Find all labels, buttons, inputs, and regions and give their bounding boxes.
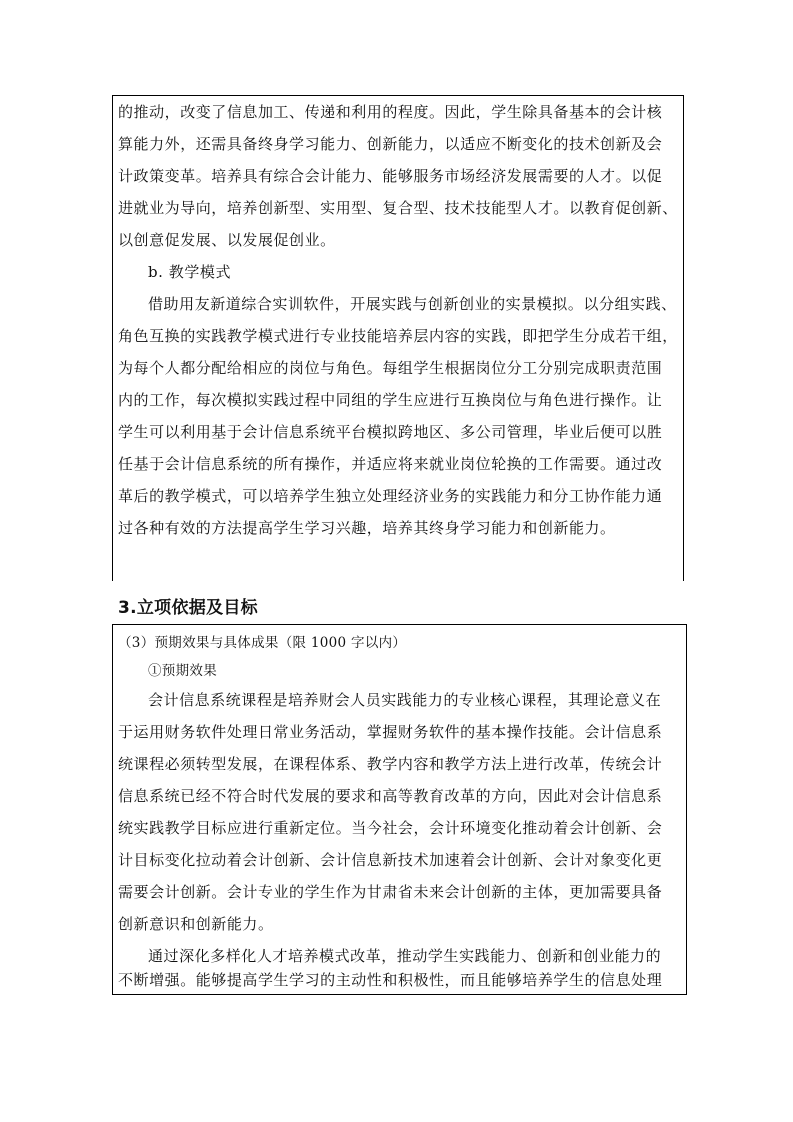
effect-text-line-5: 统实践教学目标应进行重新定位。当今社会，会计环境变化推动着会计创新、会 xyxy=(118,819,663,837)
effect-text-line-1: 会计信息系统课程是培养财会人员实践能力的专业核心课程，其理论意义在 xyxy=(148,691,662,709)
effect-text-line-4: 信息系统已经不符合时代发展的要求和高等教育改革的方向，因此对会计信息系 xyxy=(118,787,663,805)
top-text-line-4: 进就业为导向，培养创新型、实用型、复合型、技术技能型人才。以教育促创新、 xyxy=(118,199,678,217)
top-text-line-2: 算能力外，还需具备终身学习能力、创新能力，以适应不断变化的技术创新及会 xyxy=(118,135,663,153)
teaching-text-line-6: 任基于会计信息系统的所有操作，并适应将来就业岗位轮换的工作需要。通过改 xyxy=(118,455,663,473)
teaching-text-line-1: 借助用友新道综合实训软件，开展实践与创新创业的实景模拟。以分组实践、 xyxy=(148,295,677,313)
top-text-line-3: 计政策变革。培养具有综合会计能力、能够服务市场经济发展需要的人才。以促 xyxy=(118,167,663,185)
section-heading: 3.立项依据及目标 xyxy=(118,598,258,618)
effect-text-line-9: 通过深化多样化人才培养模式改革，推动学生实践能力、创新和创业能力的 xyxy=(148,947,662,965)
effect-text-line-6: 计目标变化拉动着会计创新、会计信息新技术加速着会计创新、会计对象变化更 xyxy=(118,851,663,869)
top-text-line-5: 以创意促发展、以发展促创业。 xyxy=(118,231,336,249)
effect-text-line-10: 不断增强。能够提高学生学习的主动性和积极性，而且能够培养学生的信息处理 xyxy=(118,971,663,989)
teaching-text-line-4: 内的工作，每次模拟实践过程中同组的学生应进行互换岗位与角色进行操作。让 xyxy=(118,391,663,409)
effect-text-line-3: 统课程必须转型发展，在课程体系、教学内容和教学方法上进行改革，传统会计 xyxy=(118,755,663,773)
teaching-text-line-5: 学生可以利用基于会计信息系统平台模拟跨地区、多公司管理，毕业后便可以胜 xyxy=(118,423,663,441)
effect-text-line-8: 创新意识和创新能力。 xyxy=(118,915,274,933)
teaching-text-line-7: 革后的教学模式，可以培养学生独立处理经济业务的实践能力和分工协作能力通 xyxy=(118,487,663,505)
teaching-text-line-3: 为每个人都分配给相应的岗位与角色。每组学生根据岗位分工分别完成职责范围 xyxy=(118,359,663,377)
effect-text-line-2: 于运用财务软件处理日常业务活动，掌握财务软件的基本操作技能。会计信息系 xyxy=(118,723,663,741)
expected-results-heading: （3）预期效果与具体成果（限 1000 字以内） xyxy=(118,635,407,651)
top-text-line-1: 的推动，改变了信息加工、传递和利用的程度。因此，学生除具备基本的会计核 xyxy=(118,103,663,121)
bottom-content-box xyxy=(112,624,687,995)
teaching-text-line-2: 角色互换的实践教学模式进行专业技能培养层内容的实践，即把学生分成若干组， xyxy=(118,327,678,345)
effect-text-line-7: 需要会计创新。会计专业的学生作为甘肃省未来会计创新的主体，更加需要具备 xyxy=(118,883,663,901)
teaching-mode-subheading: b. 教学模式 xyxy=(148,263,231,281)
expected-effect-subheading: ①预期效果 xyxy=(148,663,217,679)
teaching-text-line-8: 过各种有效的方法提高学生学习兴趣，培养其终身学习能力和创新能力。 xyxy=(118,519,616,537)
